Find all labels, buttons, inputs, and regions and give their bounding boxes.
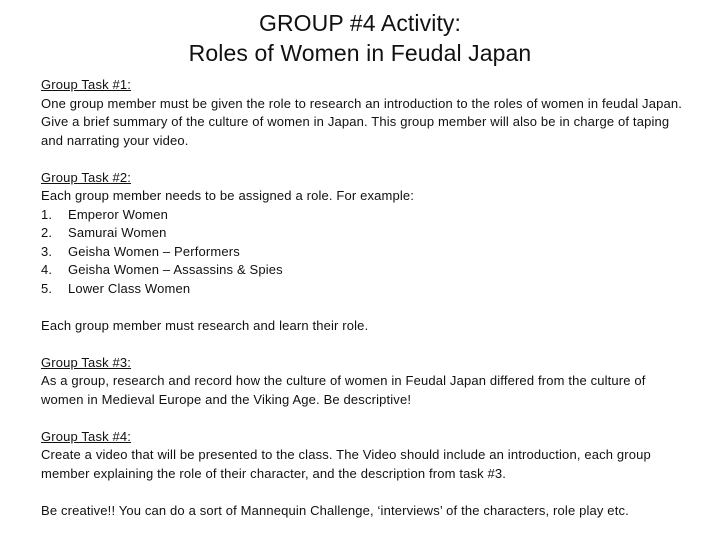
role-number: 5.: [41, 280, 53, 296]
task-2-note: Each group member must research and learn their role.: [41, 317, 369, 333]
task-4-section: [41, 428, 691, 484]
role-number: 2.: [41, 225, 53, 240]
title-line-2: Roles of Women in Feudal Japan: [188, 40, 532, 66]
title-line-1: GROUP #4 Activity:: [258, 10, 462, 36]
role-list-item: [41, 261, 691, 280]
role-label: Samurai Women: [68, 225, 167, 240]
role-number: 1.: [41, 206, 53, 222]
role-label: Emperor Women: [68, 206, 168, 222]
task-3-body: As a group, research and record how the culture of women in Feudal Japan differed from the culture of women in Medieval Europe and the Viking Age. Be descriptive!: [41, 373, 646, 407]
role-list-item: [41, 224, 691, 243]
task-content: [41, 76, 691, 539]
role-label: Geisha Women – Performers: [68, 243, 240, 259]
page-title: [0, 8, 720, 68]
closing-section: [41, 502, 691, 521]
task-2-heading: Group Task #2:: [41, 169, 132, 185]
task-1-section: [41, 76, 691, 150]
role-list-item: [41, 243, 691, 262]
role-list: [41, 206, 691, 299]
task-4-body: Create a video that will be presented to the class. The Video should include an introduction, each group member explaining the role of their character, and the description from task #3.: [41, 447, 651, 481]
task-3-heading: Group Task #3:: [41, 354, 132, 370]
task-2-body: Each group member needs to be assigned a role. For example:: [41, 188, 415, 203]
task-2-section: [41, 169, 691, 299]
task-3-section: [41, 354, 691, 410]
role-number: 3.: [41, 243, 53, 259]
role-label: Geisha Women – Assassins & Spies: [68, 262, 283, 277]
role-list-item: [41, 206, 691, 225]
role-label: Lower Class Women: [68, 280, 191, 296]
task-2-note-section: [41, 317, 691, 336]
task-1-heading: Group Task #1:: [41, 77, 132, 92]
role-list-item: [41, 280, 691, 299]
task-4-heading: Group Task #4:: [41, 428, 132, 444]
closing-text: Be creative!! You can do a sort of Mannequin Challenge, ‘interviews’ of the characters, role play etc.: [41, 502, 629, 518]
role-number: 4.: [41, 262, 53, 277]
task-1-body: One group member must be given the role to research an introduction to the roles of women in feudal Japan. Give a brief summary of the culture of women in Japan. This group member will also be in charge of taping and narrating your video.: [41, 95, 682, 148]
